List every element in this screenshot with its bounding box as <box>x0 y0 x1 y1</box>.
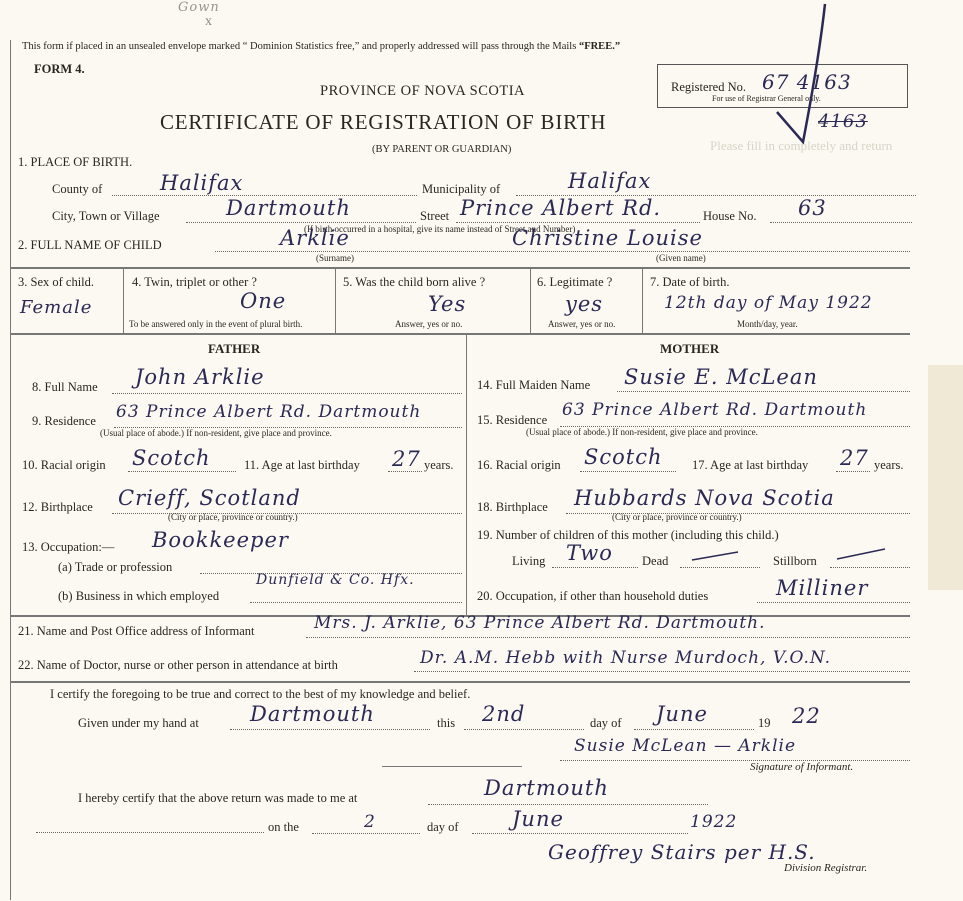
birth-date-label: 7. Date of birth. <box>650 275 730 289</box>
hospital-note: (If birth occurred in a hospital, give its name instead of Street and Number) <box>304 224 576 234</box>
column-divider <box>466 335 467 615</box>
registrar-statement: I hereby certify that the above return was made to me at <box>78 791 358 805</box>
city-line <box>186 222 416 223</box>
given-under-label: Given under my hand at <box>78 716 199 730</box>
given-year-prefix: 19 <box>758 716 771 730</box>
row3-bottom-rule <box>10 333 910 335</box>
mother-age-label: 17. Age at last birthday <box>692 458 809 472</box>
father-occupation-label: 13. Occupation:— <box>22 540 115 554</box>
mother-age-value: 27 <box>840 446 869 470</box>
municipality-label: Municipality of <box>422 182 501 196</box>
mother-residence-value: 63 Prince Albert Rd. Dartmouth <box>562 400 868 420</box>
mother-age-line <box>836 471 870 472</box>
city-label: City, Town or Village <box>52 209 160 223</box>
house-label: House No. <box>703 209 757 223</box>
mother-occupation-value: Milliner <box>776 576 869 600</box>
on-the-label: on the <box>268 820 299 834</box>
father-birthplace-note: (City or place, province or country.) <box>168 512 298 522</box>
registered-label: Registered No. <box>671 80 746 94</box>
registrar-place-value: Dartmouth <box>484 776 609 800</box>
father-racial-value: Scotch <box>132 446 211 470</box>
father-name-label: 8. Full Name <box>32 380 98 394</box>
child-name-line <box>215 251 910 252</box>
father-heading: FATHER <box>208 341 261 356</box>
certificate-subtitle: (BY PARENT OR GUARDIAN) <box>372 144 512 155</box>
sex-value: Female <box>20 297 93 318</box>
row3-divider-4 <box>642 268 643 333</box>
business-value: Dunfield & Co. Hfx. <box>256 572 415 588</box>
father-age-line <box>388 471 422 472</box>
row3-divider-2 <box>335 268 336 333</box>
registrar-year-value: 1922 <box>690 812 738 832</box>
given-place-line <box>230 729 430 730</box>
mother-occupation-label: 20. Occupation, if other than household duties <box>477 589 709 603</box>
dead-line <box>680 567 760 568</box>
legitimate-note: Answer, yes or no. <box>548 319 616 329</box>
row3-divider-3 <box>530 268 531 333</box>
certify-statement: I certify the foregoing to be true and correct to the best of my knowledge and belief. <box>50 687 471 701</box>
child-given-name: Christine Louise <box>512 226 703 250</box>
certify-top-rule <box>10 681 910 683</box>
place-of-birth-heading: 1. PLACE OF BIRTH. <box>18 155 133 169</box>
registrar-month-value: June <box>512 807 564 831</box>
registrar-blank-line <box>36 832 264 833</box>
given-year-value: 22 <box>792 704 821 728</box>
surname-caption: (Surname) <box>316 253 354 263</box>
twin-label: 4. Twin, triplet or other ? <box>132 275 257 289</box>
street-label: Street <box>420 209 450 223</box>
form-number: FORM 4. <box>34 62 85 76</box>
father-residence-value: 63 Prince Albert Rd. Dartmouth <box>116 402 422 422</box>
given-caption: (Given name) <box>656 253 706 263</box>
mail-notice: This form if placed in an unsealed envelope marked “ Dominion Statistics free,” and properly addressed will pass through the Mails “FREE.” <box>22 41 621 52</box>
father-name-value: John Arklie <box>135 365 265 389</box>
informant-label: 21. Name and Post Office address of Informant <box>18 624 255 638</box>
father-residence-note: (Usual place of abode.) If non-resident, give place and province. <box>100 428 332 438</box>
birth-date-note: Month/day, year. <box>737 319 798 329</box>
pen-check-mark <box>755 0 835 160</box>
doctor-line <box>414 671 910 672</box>
registrar-day-line <box>312 833 420 834</box>
alive-label: 5. Was the child born alive ? <box>343 275 486 289</box>
mother-birthplace-note: (City or place, province or country.) <box>612 512 742 522</box>
father-birthplace-value: Crieff, Scotland <box>118 486 301 510</box>
given-day-of-label: day of <box>590 716 622 730</box>
children-count-label: 19. Number of children of this mother (including this child.) <box>477 528 779 542</box>
short-rule <box>382 766 522 767</box>
municipality-value: Halifax <box>568 169 652 193</box>
province-heading: PROVINCE OF NOVA SCOTIA <box>320 83 525 99</box>
given-day-line <box>464 729 584 730</box>
pencil-note: Gown <box>178 0 220 15</box>
registrar-caption: Division Registrar. <box>784 862 868 874</box>
registrar-general-note: For use of Registrar General only. <box>712 94 821 103</box>
father-name-line <box>112 393 462 394</box>
registrar-day-value: 2 <box>364 812 376 832</box>
row3-divider-1 <box>123 268 124 333</box>
bleed-through: Please fill in completely and return <box>710 138 893 153</box>
informant-signature-line <box>560 760 910 761</box>
mother-residence-label: 15. Residence <box>477 413 548 427</box>
mother-years-label: years. <box>874 458 904 472</box>
living-line <box>552 567 638 568</box>
side-number: 4163 <box>818 111 868 132</box>
doctor-label: 22. Name of Doctor, nurse or other person in attendance at birth <box>18 658 338 672</box>
street-line <box>456 222 700 223</box>
mother-maiden-label: 14. Full Maiden Name <box>477 378 591 392</box>
mother-birthplace-value: Hubbards Nova Scotia <box>574 486 835 510</box>
informant-signature-caption: Signature of Informant. <box>750 761 854 773</box>
trade-label: (a) Trade or profession <box>58 560 173 574</box>
stillborn-line <box>830 567 910 568</box>
county-label: County of <box>52 182 103 196</box>
twin-note: To be answered only in the event of plural birth. <box>129 319 303 329</box>
row3-top-rule <box>10 267 910 269</box>
business-line <box>250 602 462 603</box>
birth-date-value: 12th day of May 1922 <box>664 293 873 313</box>
mother-occupation-line <box>757 602 910 603</box>
registrar-place-line <box>428 804 708 805</box>
child-name-label: 2. FULL NAME OF CHILD <box>18 238 162 252</box>
informant-value: Mrs. J. Arklie, 63 Prince Albert Rd. Dartmouth. <box>314 613 766 633</box>
father-birthplace-label: 12. Birthplace <box>22 500 93 514</box>
father-racial-line <box>128 471 236 472</box>
stillborn-label: Stillborn <box>773 554 817 568</box>
informant-line <box>306 637 910 638</box>
street-value: Prince Albert Rd. <box>460 196 662 220</box>
father-racial-label: 10. Racial origin <box>22 458 106 472</box>
father-residence-label: 9. Residence <box>32 414 96 428</box>
stillborn-dash <box>835 546 887 562</box>
pencil-mark: x <box>205 14 212 29</box>
mother-maiden-line <box>617 391 910 392</box>
city-value: Dartmouth <box>226 196 351 220</box>
father-years-label: years. <box>424 458 454 472</box>
twin-value: One <box>240 289 287 313</box>
given-day-value: 2nd <box>482 702 526 726</box>
given-month-value: June <box>656 702 708 726</box>
house-value: 63 <box>798 196 827 220</box>
doctor-value: Dr. A.M. Hebb with Nurse Murdoch, V.O.N. <box>420 648 832 668</box>
dead-label: Dead <box>642 554 669 568</box>
informant-signature: Susie McLean — Arklie <box>574 736 797 756</box>
alive-note: Answer, yes or no. <box>395 319 463 329</box>
mother-birthplace-label: 18. Birthplace <box>477 500 548 514</box>
child-surname: Arklie <box>280 226 350 250</box>
business-label: (b) Business in which employed <box>58 589 220 603</box>
county-value: Halifax <box>160 171 244 195</box>
this-label: this <box>437 716 456 730</box>
mother-racial-value: Scotch <box>584 445 663 469</box>
given-place-value: Dartmouth <box>250 702 375 726</box>
registrar-signature: Geoffrey Stairs per H.S. <box>548 840 816 864</box>
mother-racial-label: 16. Racial origin <box>477 458 561 472</box>
father-age-value: 27 <box>392 447 421 471</box>
house-line <box>770 222 912 223</box>
certificate-title: CERTIFICATE OF REGISTRATION OF BIRTH <box>160 110 607 134</box>
paper-tab <box>928 365 963 590</box>
registrar-month-line <box>472 833 688 834</box>
father-age-label: 11. Age at last birthday <box>244 458 360 472</box>
mother-residence-note: (Usual place of abode.) If non-resident, give place and province. <box>526 427 758 437</box>
sex-label: 3. Sex of child. <box>18 275 95 289</box>
dead-dash <box>690 548 740 564</box>
mother-maiden-value: Susie E. McLean <box>624 365 818 389</box>
given-month-line <box>634 729 754 730</box>
living-value: Two <box>566 541 613 565</box>
left-border <box>10 40 11 900</box>
legitimate-value: yes <box>565 292 604 316</box>
alive-value: Yes <box>428 292 467 316</box>
legitimate-label: 6. Legitimate ? <box>537 275 613 289</box>
living-label: Living <box>512 554 546 568</box>
registrar-day-of-label: day of <box>427 820 459 834</box>
registered-number: 67 4163 <box>762 70 852 94</box>
mother-heading: MOTHER <box>660 341 720 356</box>
mother-racial-line <box>580 471 676 472</box>
father-occupation-value: Bookkeeper <box>152 528 289 552</box>
